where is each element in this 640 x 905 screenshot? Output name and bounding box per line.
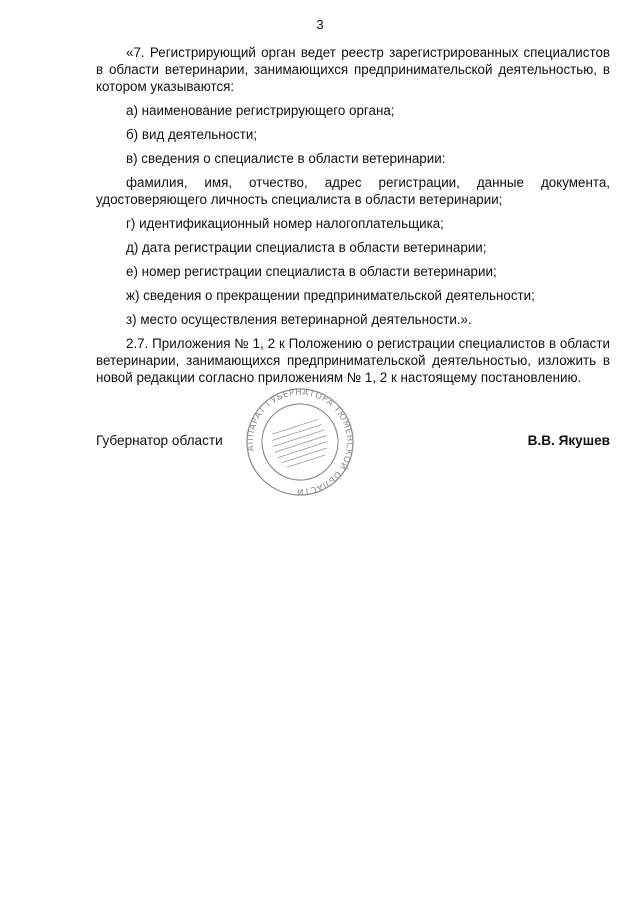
- list-item-e: е) номер регистрации специалиста в области ветеринарии;: [126, 264, 497, 279]
- list-item-a: а) наименование регистрирующего органа;: [126, 103, 395, 118]
- paragraph-7-intro: «7. Регистрирующий орган ведет реестр зарегистрированных специалистов в области ветеринарии, занимающихся предпринимательской деятельностью, в котором указываются:: [96, 45, 610, 94]
- signature-title: Губернатор области: [96, 433, 223, 448]
- list-item-g: г) идентификационный номер налогоплательщика;: [126, 216, 444, 231]
- list-item-zh: ж) сведения о прекращении предпринимательской деятельности;: [126, 288, 535, 303]
- paragraph-fio: фамилия, имя, отчество, адрес регистрации, данные документа, удостоверяющего личность специалиста в области ветеринарии;: [96, 175, 610, 207]
- document-body: [96, 44, 610, 393]
- list-item-b: б) вид деятельности;: [126, 127, 258, 142]
- seal-icon: [240, 388, 360, 496]
- svg-text:АППАРАТ ГУБЕРНАТОРА ТЮМЕНСКОЙ: АППАРАТ ГУБЕРНАТОРА ТЮМЕНСКОЙ ОБЛАСТИ: [245, 388, 355, 496]
- list-item-v: в) сведения о специалисте в области ветеринарии:: [126, 151, 446, 166]
- page-number: 3: [316, 17, 324, 32]
- list-item-z: з) место осуществления ветеринарной деятельности.».: [126, 312, 472, 327]
- list-item-d: д) дата регистрации специалиста в области ветеринарии;: [126, 240, 487, 255]
- paragraph-2-7: 2.7. Приложения № 1, 2 к Положению о регистрации специалистов в области ветеринарии, занимающихся предпринимательской деятельностью, изложить в новой редакции согласно приложениям № 1, 2 к настоящему постановлению.: [96, 336, 610, 385]
- signature-name: В.В. Якушев: [527, 433, 610, 448]
- official-seal-stamp: [240, 388, 360, 496]
